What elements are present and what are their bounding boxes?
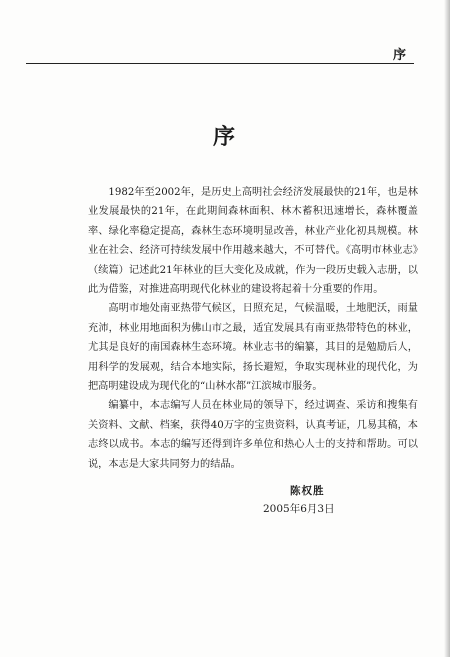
page-edge-shadow xyxy=(444,0,450,657)
signature-date: 2005年6月3日 xyxy=(263,503,335,515)
paragraph-3: 编纂中，本志编写人员在林业局的领导下，经过调查、采访和搜集有关资料、文献、档案，获得40万字的宝贵资料，认真考证，几易其稿，本志终以成书。本志的编写还得到许多单位和热心人士的支持和帮助。可以说，本志是大家共同努力的结晶。 xyxy=(88,400,418,470)
paragraph-2: 高明市地处南亚热带气候区，日照充足，气候温暖，土地肥沃，雨量充沛，林业用地面积为佛山市之最，适宜发展具有南亚热带特色的林业，尤其是良好的南国森林生态环境。林业志书的编纂，其目的是勉励后人，用科学的发展观，结合本地实际，扬长避短，争取实现林业的现代化，为把高明建设成为现代化的“山林水都”江滨城市服务。 xyxy=(88,303,418,393)
header-rule xyxy=(26,63,414,64)
preface-body xyxy=(88,183,418,474)
running-header: 序 xyxy=(392,48,406,63)
page-title: 序 xyxy=(212,124,237,150)
paragraph-1: 1982年至2002年，是历史上高明社会经济发展最快的21年，也是林业发展最快的21年，在此期间森林面积、林木蓄积迅速增长，森林覆盖率、绿化率稳定提高，森林生态环境明显改善，林业产业化初具规模。林业在社会、经济可持续发展中作用越来越大，不可替代。《高明市林业志》（续篇）记述此21年林业的巨大变化及成就，作为一段历史载入志册，以此为借鉴，对推进高明现代化林业的建设将起着十分重要的作用。 xyxy=(88,187,418,296)
author-signature: 陈权胜 xyxy=(290,485,325,497)
